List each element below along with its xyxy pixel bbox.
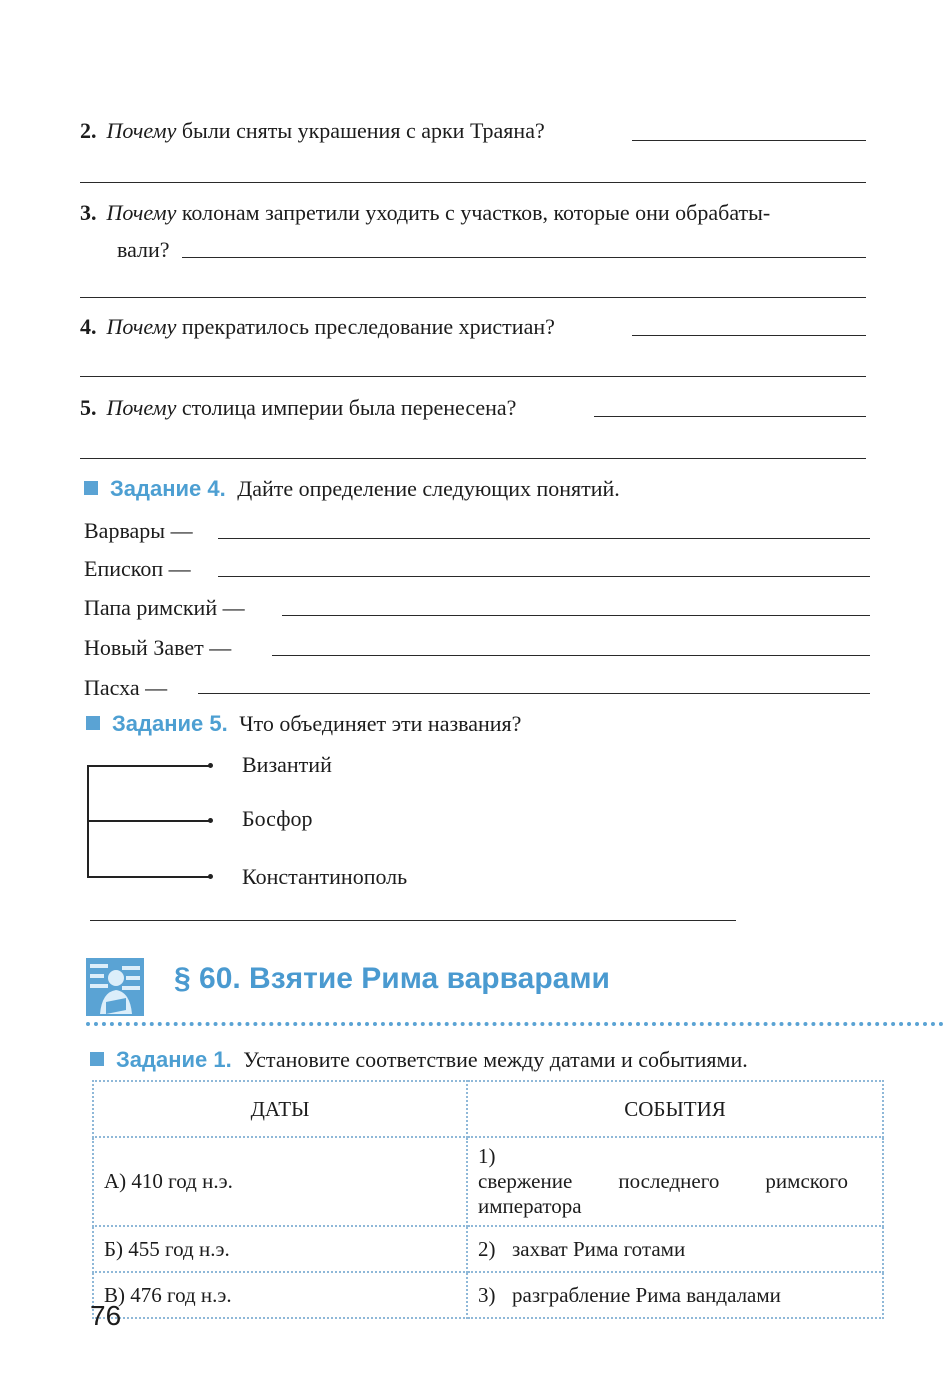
question-3: 3. Почему колонам запретили уходить с участков, которые они обрабаты- bbox=[80, 200, 771, 225]
answer-line[interactable] bbox=[282, 615, 870, 616]
name-byzantium: Византий bbox=[242, 752, 332, 777]
section-title: § 60. Взятие Рима варварами bbox=[174, 962, 610, 995]
page-number: 76 bbox=[90, 1300, 122, 1331]
answer-line[interactable] bbox=[80, 458, 866, 459]
task-1-heading: Задание 1. Установите соответствие между датами и событиями. bbox=[90, 1047, 748, 1073]
branch-dot bbox=[208, 763, 213, 768]
answer-line[interactable] bbox=[218, 538, 870, 539]
answer-line[interactable] bbox=[80, 297, 866, 298]
square-bullet-icon bbox=[84, 481, 98, 495]
table-header-row bbox=[93, 1081, 883, 1137]
answer-line[interactable] bbox=[632, 140, 866, 141]
task-5-heading: Задание 5. Что объединяет эти названия? bbox=[86, 711, 521, 737]
header-events: СОБЫТИЯ bbox=[467, 1081, 883, 1137]
event-cell: 1)свержение последнего римского императора bbox=[467, 1137, 883, 1226]
date-cell: В) 476 год н.э. bbox=[93, 1272, 467, 1318]
answer-line[interactable] bbox=[218, 576, 870, 577]
branch-dot bbox=[208, 818, 213, 823]
term-easter: Пасха — bbox=[84, 675, 168, 700]
term-bishop: Епископ — bbox=[84, 556, 191, 581]
term-new-testament: Новый Завет — bbox=[84, 635, 232, 660]
answer-line[interactable] bbox=[80, 376, 866, 377]
bracket-branch bbox=[87, 876, 209, 878]
answer-line[interactable] bbox=[182, 257, 866, 258]
table-row bbox=[93, 1272, 883, 1318]
term-pope: Папа римский — bbox=[84, 595, 245, 620]
bracket-branch bbox=[87, 820, 209, 822]
question-5: 5. Почему столица империи была перенесена? bbox=[80, 395, 517, 420]
answer-line[interactable] bbox=[90, 920, 736, 921]
term-barbarians: Варвары — bbox=[84, 518, 193, 543]
book-reader-icon bbox=[86, 958, 144, 1016]
task-4-heading: Задание 4. Дайте определение следующих понятий. bbox=[84, 476, 620, 502]
date-cell: А) 410 год н.э. bbox=[93, 1137, 467, 1226]
answer-line[interactable] bbox=[594, 416, 866, 417]
answer-line[interactable] bbox=[198, 693, 870, 694]
name-constantinople: Константинополь bbox=[242, 864, 408, 889]
square-bullet-icon bbox=[86, 716, 100, 730]
question-4: 4. Почему прекратилось преследование христиан? bbox=[80, 314, 555, 339]
name-bosphorus: Босфор bbox=[242, 806, 313, 831]
square-bullet-icon bbox=[90, 1052, 104, 1066]
bracket-branch bbox=[87, 765, 209, 767]
table-row bbox=[93, 1226, 883, 1272]
event-cell: 2) захват Рима готами bbox=[467, 1226, 883, 1272]
matching-table bbox=[92, 1080, 884, 1319]
header-dates: ДАТЫ bbox=[93, 1081, 467, 1137]
branch-dot bbox=[208, 874, 213, 879]
answer-line[interactable] bbox=[272, 655, 870, 656]
answer-line[interactable] bbox=[80, 182, 866, 183]
question-3-cont: вали? bbox=[117, 237, 170, 262]
event-cell: 3) разграбление Рима вандалами bbox=[467, 1272, 883, 1318]
question-2: 2. Почему были сняты украшения с арки Траяна? bbox=[80, 118, 545, 143]
section-dotted-divider bbox=[86, 1022, 944, 1026]
table-row bbox=[93, 1137, 883, 1226]
answer-line[interactable] bbox=[632, 335, 866, 336]
date-cell: Б) 455 год н.э. bbox=[93, 1226, 467, 1272]
